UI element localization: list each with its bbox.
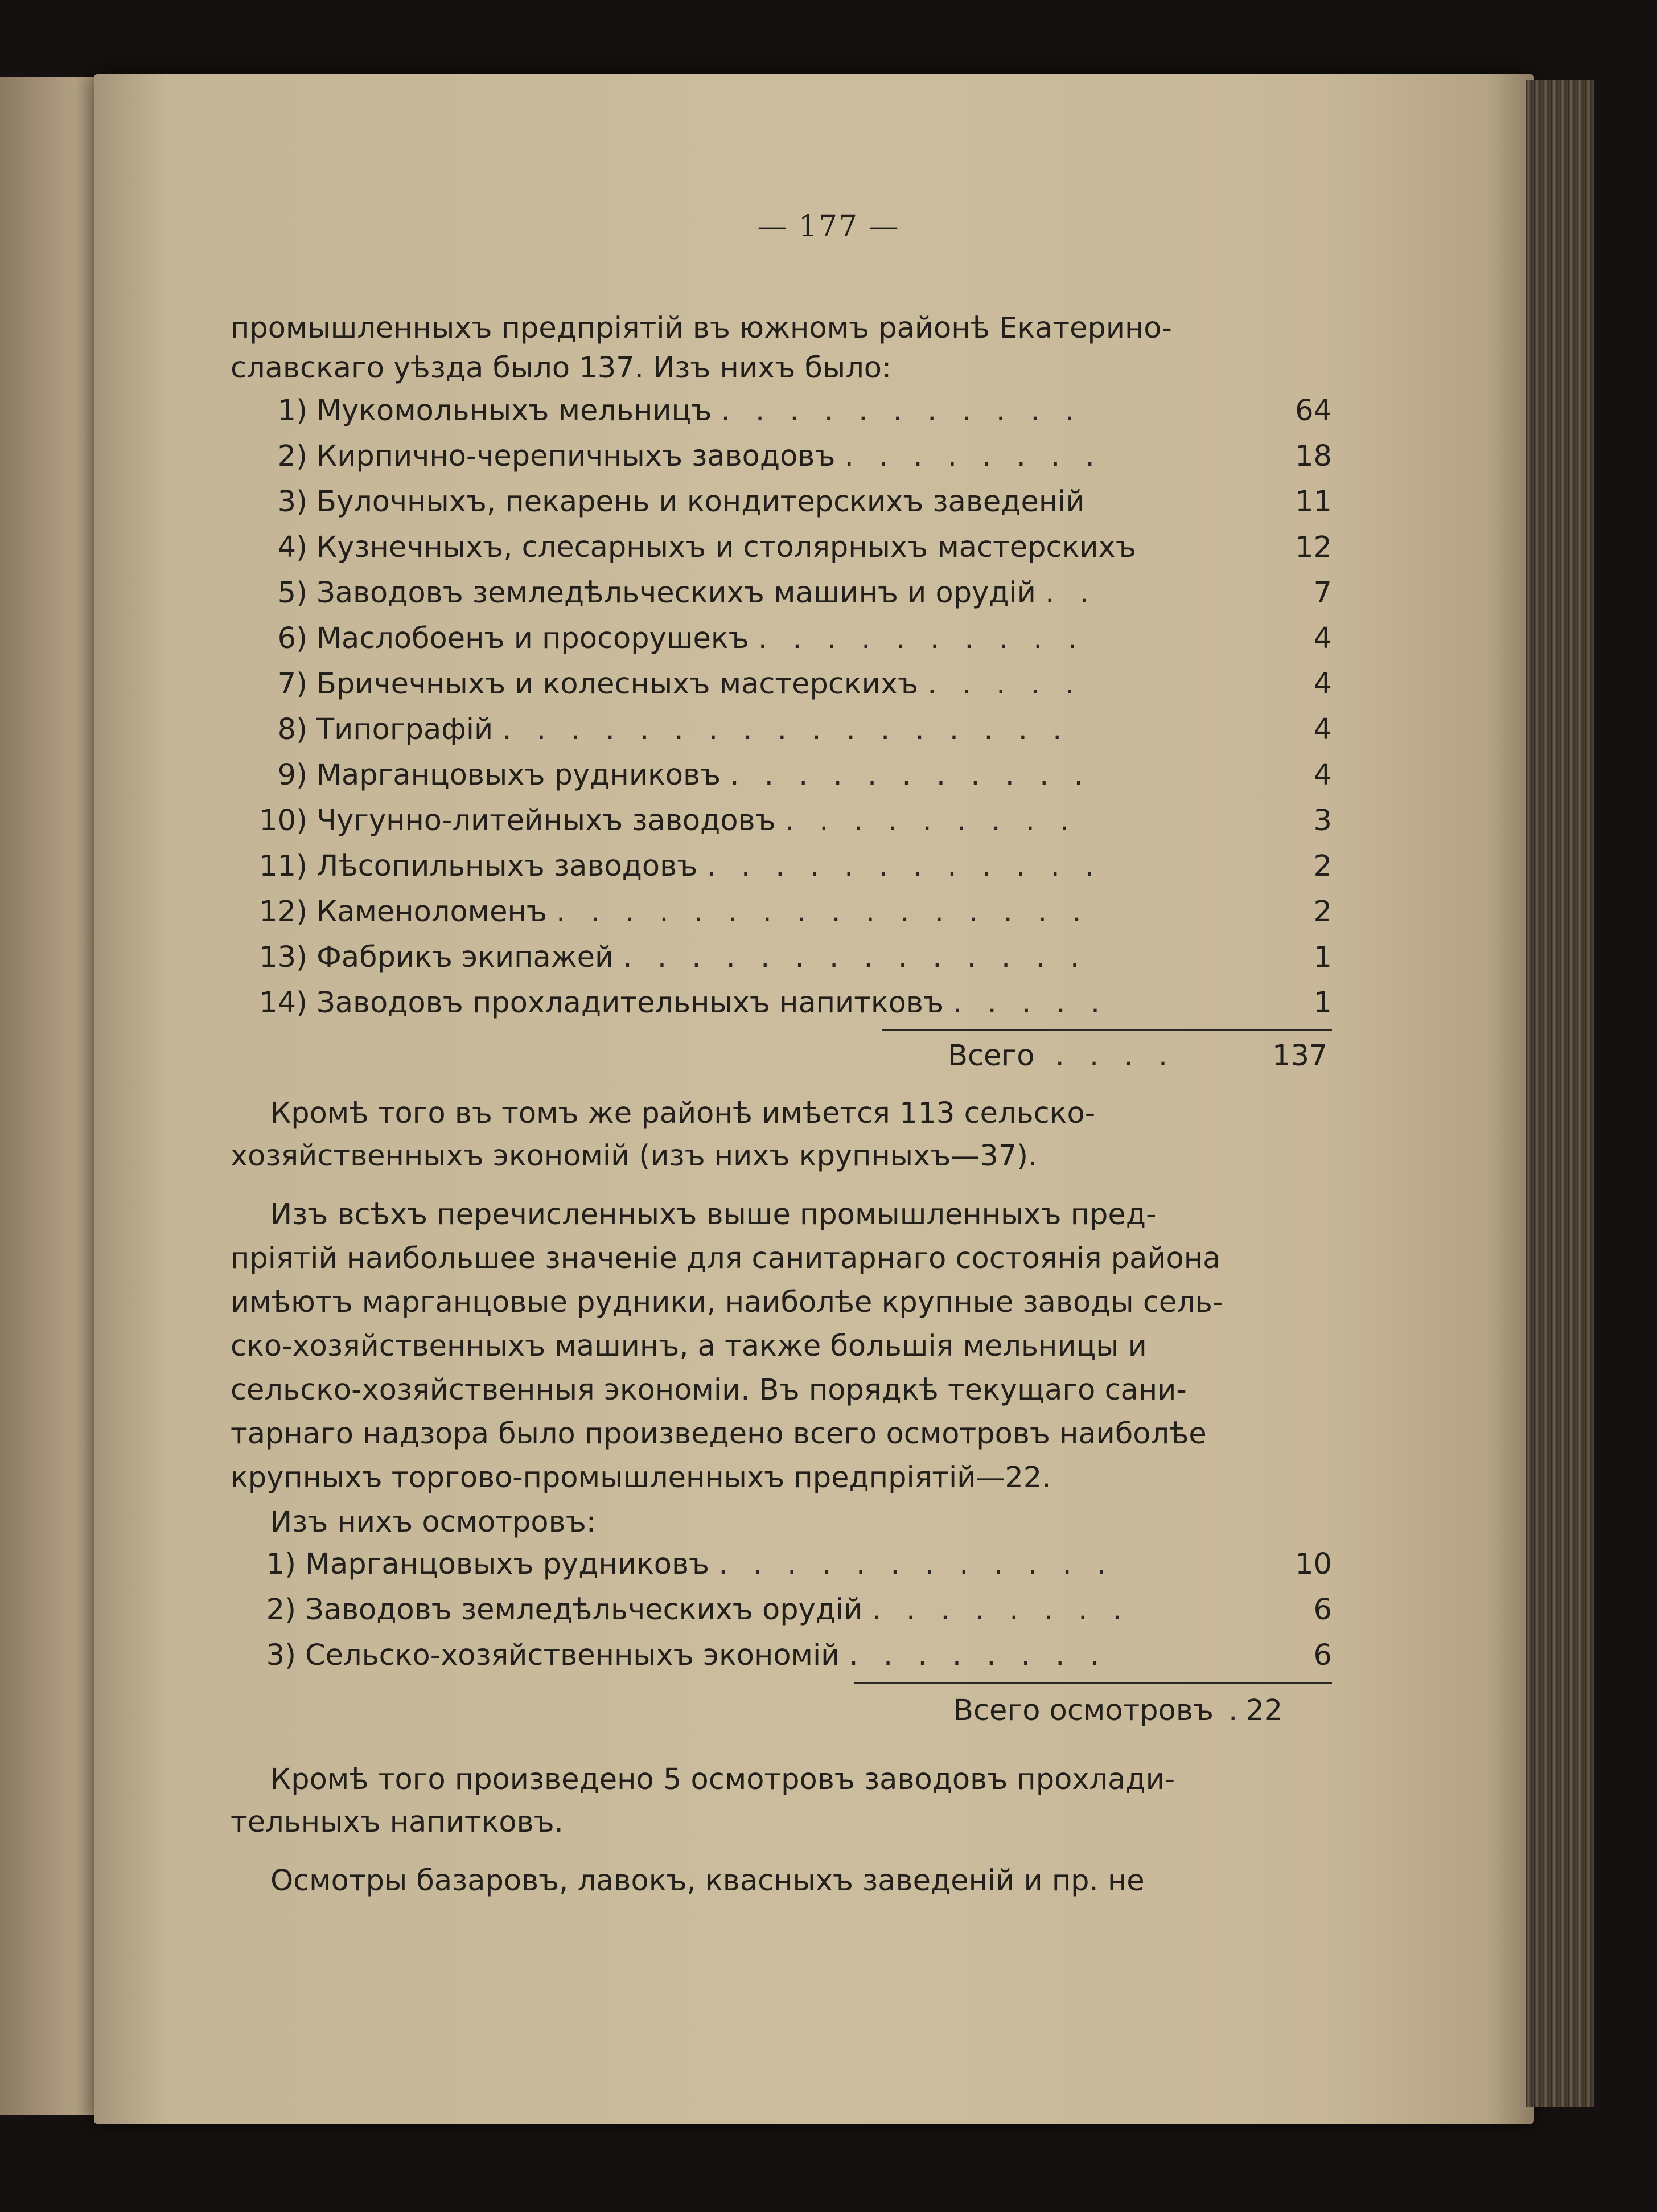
item-number: 11) — [259, 849, 307, 883]
item-number: 7) — [277, 667, 307, 701]
para4-line-2: тельныхъ напитковъ. — [231, 1805, 564, 1839]
total-value: 22 — [1245, 1694, 1283, 1727]
list-item — [245, 440, 1332, 485]
para3-line-4: ско-хозяйственныхъ машинъ, а также большія мельницы и — [231, 1329, 1147, 1363]
list-item — [239, 1593, 1332, 1639]
para3-line-2: пріятій наибольшее значеніе для санитарнаго состоянія района — [231, 1242, 1221, 1275]
para3-line-1: Изъ всѣхъ перечисленныхъ выше промышленныхъ пред- — [270, 1198, 1157, 1232]
item-name: Марганцовыхъ рудниковъ — [305, 1548, 710, 1581]
list-item — [245, 849, 1332, 895]
para4-line-1: Кромѣ того произведено 5 осмотровъ заводовъ прохлади- — [270, 1763, 1175, 1796]
item-count: 1 — [1313, 941, 1332, 974]
item-dots: . . . . . . . . . . . . . . . . — [556, 895, 1089, 929]
page-number: — 177 — — [757, 210, 900, 244]
item-number: 9) — [277, 758, 307, 792]
intro-line-1: промышленныхъ предпріятій въ южномъ районѣ Екатерино- — [231, 311, 1172, 345]
item-dots: . . . . . . . . . . . . — [718, 1548, 1115, 1581]
item-number: 4) — [277, 531, 307, 564]
item-count: 64 — [1295, 394, 1332, 428]
item-dots: . . . . . . . . . . . . . . . . . — [502, 713, 1070, 746]
inspections-heading: Изъ нихъ осмотровъ: — [270, 1505, 596, 1539]
item-number: 1) — [266, 1548, 296, 1581]
item-number: 10) — [259, 804, 307, 838]
item-dots: . . . . . — [953, 986, 1108, 1020]
total-dots: . — [1228, 1694, 1246, 1727]
item-name: Маслобоенъ и просорушекъ — [316, 622, 749, 655]
list-item — [245, 895, 1332, 941]
item-count: 2 — [1313, 849, 1332, 883]
total-dots: . . . . — [1055, 1039, 1176, 1073]
item-number: 12) — [259, 895, 307, 929]
list-item — [245, 576, 1332, 622]
para3-line-5: сельско-хозяйственныя экономіи. Въ порядкѣ текущаго сани- — [231, 1373, 1187, 1407]
list-item — [245, 713, 1332, 758]
page-stack-edge — [1526, 80, 1594, 2107]
item-name: Типографій — [316, 713, 494, 746]
item-dots: . . . . . . . . . . . . — [706, 849, 1103, 883]
item-count: 4 — [1313, 713, 1332, 746]
item-name: Булочныхъ, пекарень и кондитерскихъ заведеній — [316, 485, 1085, 519]
item-dots: . . — [1045, 576, 1097, 610]
item-number: 3) — [277, 485, 307, 519]
item-dots: . . . . . . . . . . — [758, 622, 1085, 655]
list-item — [239, 1548, 1332, 1593]
item-name: Чугунно-литейныхъ заводовъ — [316, 804, 776, 838]
item-name: Заводовъ земледѣльческихъ орудій — [305, 1593, 863, 1627]
item-name: Сельско-хозяйственныхъ экономій — [305, 1639, 840, 1672]
item-count: 12 — [1295, 531, 1332, 564]
item-name: Кузнечныхъ, слесарныхъ и столярныхъ мастерскихъ — [316, 531, 1136, 564]
item-count: 3 — [1313, 804, 1332, 838]
item-number: 6) — [277, 622, 307, 655]
para5-line-1: Осмотры базаровъ, лавокъ, квасныхъ заведеній и пр. не — [270, 1864, 1145, 1898]
item-name: Кирпично-черепичныхъ заводовъ — [316, 440, 836, 473]
item-count: 18 — [1295, 440, 1332, 473]
item-name: Каменоломенъ — [316, 895, 547, 929]
item-count: 7 — [1313, 576, 1332, 610]
intro-line-2: славскаго уѣзда было 137. Изъ нихъ было: — [231, 351, 892, 385]
item-count: 4 — [1313, 667, 1332, 701]
list-item — [245, 531, 1332, 576]
list-item — [245, 622, 1332, 667]
list-item — [245, 667, 1332, 713]
item-number: 2) — [277, 440, 307, 473]
item-dots: . . . . . . . . . . . . . . — [623, 941, 1088, 974]
industries-total — [948, 1039, 1328, 1073]
item-number: 13) — [259, 941, 307, 974]
item-number: 5) — [277, 576, 307, 610]
item-count: 4 — [1313, 758, 1332, 792]
item-name: Бричечныхъ и колесныхъ мастерскихъ — [316, 667, 919, 701]
list-item — [245, 394, 1332, 440]
item-number: 1) — [277, 394, 307, 428]
item-name: Заводовъ земледѣльческихъ машинъ и орудій — [316, 576, 1036, 610]
item-number: 3) — [266, 1639, 296, 1672]
total-label: Всего — [948, 1039, 1035, 1073]
total-value: 137 — [1272, 1039, 1328, 1073]
item-count: 6 — [1313, 1593, 1332, 1627]
para3-line-7: крупныхъ торгово-промышленныхъ предпріятій—22. — [231, 1461, 1051, 1495]
item-dots: . . . . . . . . . — [784, 804, 1078, 838]
item-dots: . . . . . — [927, 667, 1083, 701]
item-dots: . . . . . . . . . . . — [721, 394, 1082, 428]
item-count: 10 — [1295, 1548, 1332, 1581]
sum-rule — [882, 1029, 1332, 1031]
item-dots: . . . . . . . . — [844, 440, 1103, 473]
item-name: Марганцовыхъ рудниковъ — [316, 758, 721, 792]
list-item — [245, 986, 1332, 1032]
list-item — [245, 485, 1332, 531]
para2-line-2: хозяйственныхъ экономій (изъ нихъ крупныхъ—37). — [231, 1139, 1038, 1173]
item-number: 8) — [277, 713, 307, 746]
list-item — [245, 758, 1332, 804]
item-count: 4 — [1313, 622, 1332, 655]
para2-line-1: Кромѣ того въ томъ же районѣ имѣется 113 сельско- — [270, 1097, 1096, 1130]
item-dots: . . . . . . . . — [871, 1593, 1130, 1627]
item-name: Лѣсопильныхъ заводовъ — [316, 849, 698, 883]
item-dots: . . . . . . . . — [849, 1639, 1107, 1672]
sum-rule — [854, 1682, 1332, 1684]
list-item — [245, 941, 1332, 986]
list-item — [245, 804, 1332, 849]
item-number: 2) — [266, 1593, 296, 1627]
item-count: 1 — [1313, 986, 1332, 1020]
item-count: 2 — [1313, 895, 1332, 929]
item-name: Фабрикъ экипажей — [316, 941, 614, 974]
para3-line-3: имѣютъ марганцовые рудники, наиболѣе крупные заводы сель- — [231, 1286, 1223, 1319]
item-count: 11 — [1295, 485, 1332, 519]
item-name: Мукомольныхъ мельницъ — [316, 394, 712, 428]
item-count: 6 — [1313, 1639, 1332, 1672]
item-name: Заводовъ прохладительныхъ напитковъ — [316, 986, 944, 1020]
inspections-total — [953, 1694, 1282, 1727]
para3-line-6: тарнаго надзора было произведено всего осмотровъ наиболѣе — [231, 1417, 1207, 1451]
total-label: Всего осмотровъ — [953, 1694, 1214, 1727]
item-dots: . . . . . . . . . . . — [730, 758, 1091, 792]
list-item — [239, 1639, 1332, 1684]
item-number: 14) — [259, 986, 307, 1020]
